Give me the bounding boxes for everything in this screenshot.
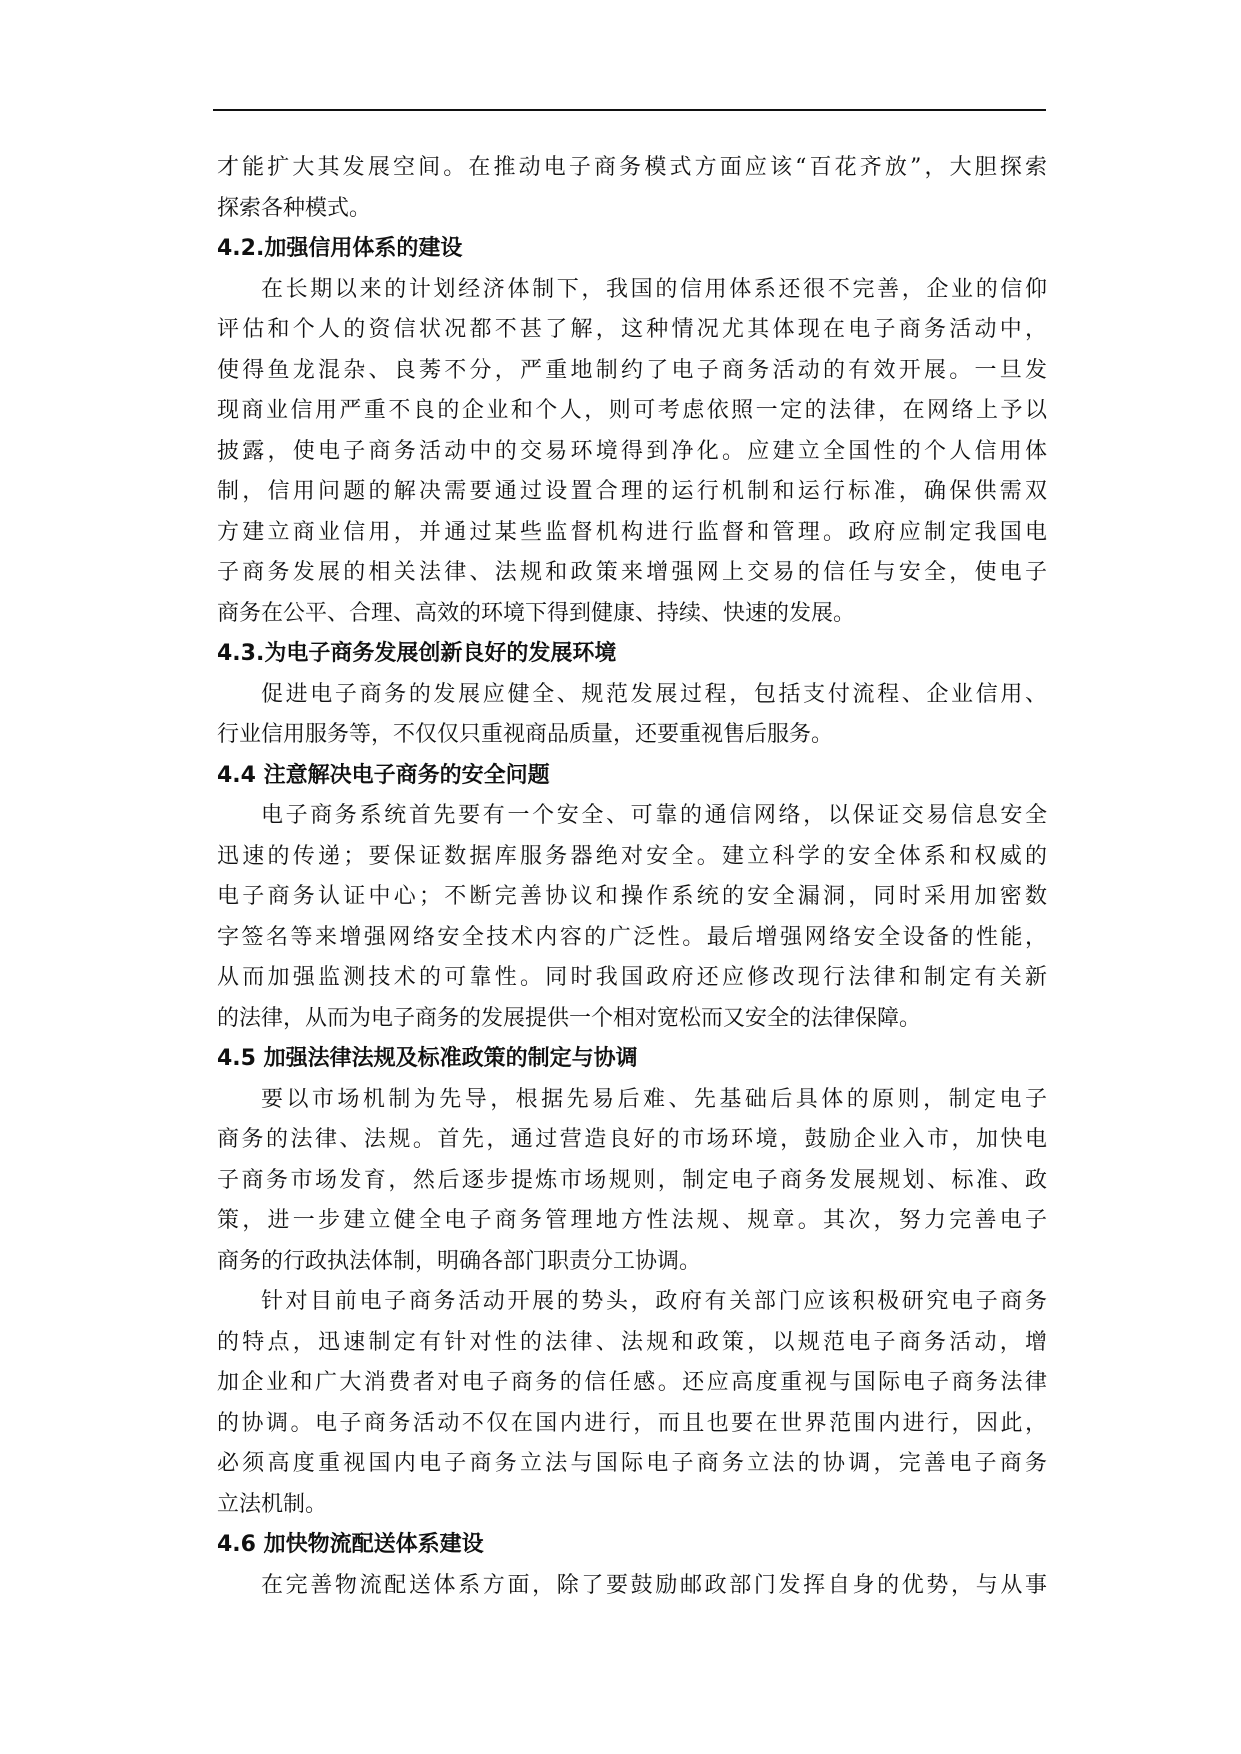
section-heading-4-6: 4.6 加快物流配送体系建设: [217, 1532, 484, 1557]
body-line: 要以市场机制为先导，根据先易后难、先基础后具体的原则，制定电子: [261, 1086, 1047, 1112]
body-line: 立法机制。: [217, 1491, 328, 1517]
body-line: 制，信用问题的解决需要通过设置合理的运行机制和运行标准，确保供需双: [217, 479, 1047, 504]
section-heading-4-5: 4.5 加强法律法规及标准政策的制定与协调: [217, 1046, 638, 1071]
body-line: 评估和个人的资信状况都不甚了解，这种情况尤其体现在电子商务活动中，: [217, 317, 1047, 342]
body-line: 披露，使电子商务活动中的交易环境得到净化。应建立全国性的个人信用体: [217, 438, 1047, 464]
body-line: 必须高度重视国内电子商务立法与国际电子商务立法的协调，完善电子商务: [217, 1451, 1047, 1476]
document-body: [217, 148, 1047, 1606]
header-rule: [213, 109, 1046, 111]
section-heading-4-4: 4.4 注意解决电子商务的安全问题: [217, 762, 550, 788]
body-line: 加企业和广大消费者对电子商务的信任感。还应高度重视与国际电子商务法律: [217, 1370, 1047, 1395]
body-line: 子商务市场发育，然后逐步提炼市场规则，制定电子商务发展规划、标准、政: [217, 1167, 1047, 1193]
body-line: 行业信用服务等，不仅仅只重视商品质量，还要重视售后服务。: [217, 722, 834, 747]
body-line: 策，进一步建立健全电子商务管理地方性法规、规章。其次，努力完善电子: [217, 1208, 1047, 1233]
body-line: 探索各种模式。: [217, 195, 372, 221]
section-heading-4-2: 4.2.加强信用体系的建设: [217, 236, 463, 261]
body-line: 迅速的传递；要保证数据库服务器绝对安全。建立科学的安全体系和权威的: [217, 843, 1047, 869]
body-line: 商务的行政执法体制，明确各部门职责分工协调。: [217, 1248, 702, 1274]
body-line: 使得鱼龙混杂、良莠不分，严重地制约了电子商务活动的有效开展。一旦发: [217, 357, 1047, 383]
body-line: 电子商务认证中心；不断完善协议和操作系统的安全漏洞，同时采用加密数: [217, 884, 1047, 909]
body-line: 在长期以来的计划经济体制下，我国的信用体系还很不完善，企业的信仰: [261, 276, 1047, 302]
body-line: 的法律，从而为电子商务的发展提供一个相对宽松而又安全的法律保障。: [217, 1005, 922, 1031]
body-line: 才能扩大其发展空间。在推动电子商务模式方面应该“百花齐放”，大胆探索: [217, 155, 1047, 180]
body-line: 的特点，迅速制定有针对性的法律、法规和政策，以规范电子商务活动，增: [217, 1329, 1047, 1355]
section-heading-4-3: 4.3.为电子商务发展创新良好的发展环境: [217, 641, 617, 666]
body-line: 字签名等来增强网络安全技术内容的广泛性。最后增强网络安全设备的性能，: [217, 924, 1047, 950]
body-line: 商务在公平、合理、高效的环境下得到健康、持续、快速的发展。: [217, 600, 856, 626]
body-line: 针对目前电子商务活动开展的势头，政府有关部门应该积极研究电子商务: [261, 1289, 1047, 1314]
body-line: 方建立商业信用，并通过某些监督机构进行监督和管理。政府应制定我国电: [217, 519, 1047, 545]
body-line: 电子商务系统首先要有一个安全、可靠的通信网络，以保证交易信息安全: [261, 803, 1047, 828]
body-line: 现商业信用严重不良的企业和个人，则可考虑依照一定的法律，在网络上予以: [217, 398, 1047, 423]
body-line: 商务的法律、法规。首先，通过营造良好的市场环境，鼓励企业入市，加快电: [217, 1127, 1047, 1152]
body-line: 促进电子商务的发展应健全、规范发展过程，包括支付流程、企业信用、: [261, 681, 1047, 707]
body-line: 的协调。电子商务活动不仅在国内进行，而且也要在世界范围内进行，因此，: [217, 1410, 1047, 1436]
body-line: 子商务发展的相关法律、法规和政策来增强网上交易的信任与安全，使电子: [217, 560, 1047, 585]
body-line: 从而加强监测技术的可靠性。同时我国政府还应修改现行法律和制定有关新: [217, 965, 1047, 990]
body-line: 在完善物流配送体系方面，除了要鼓励邮政部门发挥自身的优势，与从事: [261, 1572, 1047, 1598]
